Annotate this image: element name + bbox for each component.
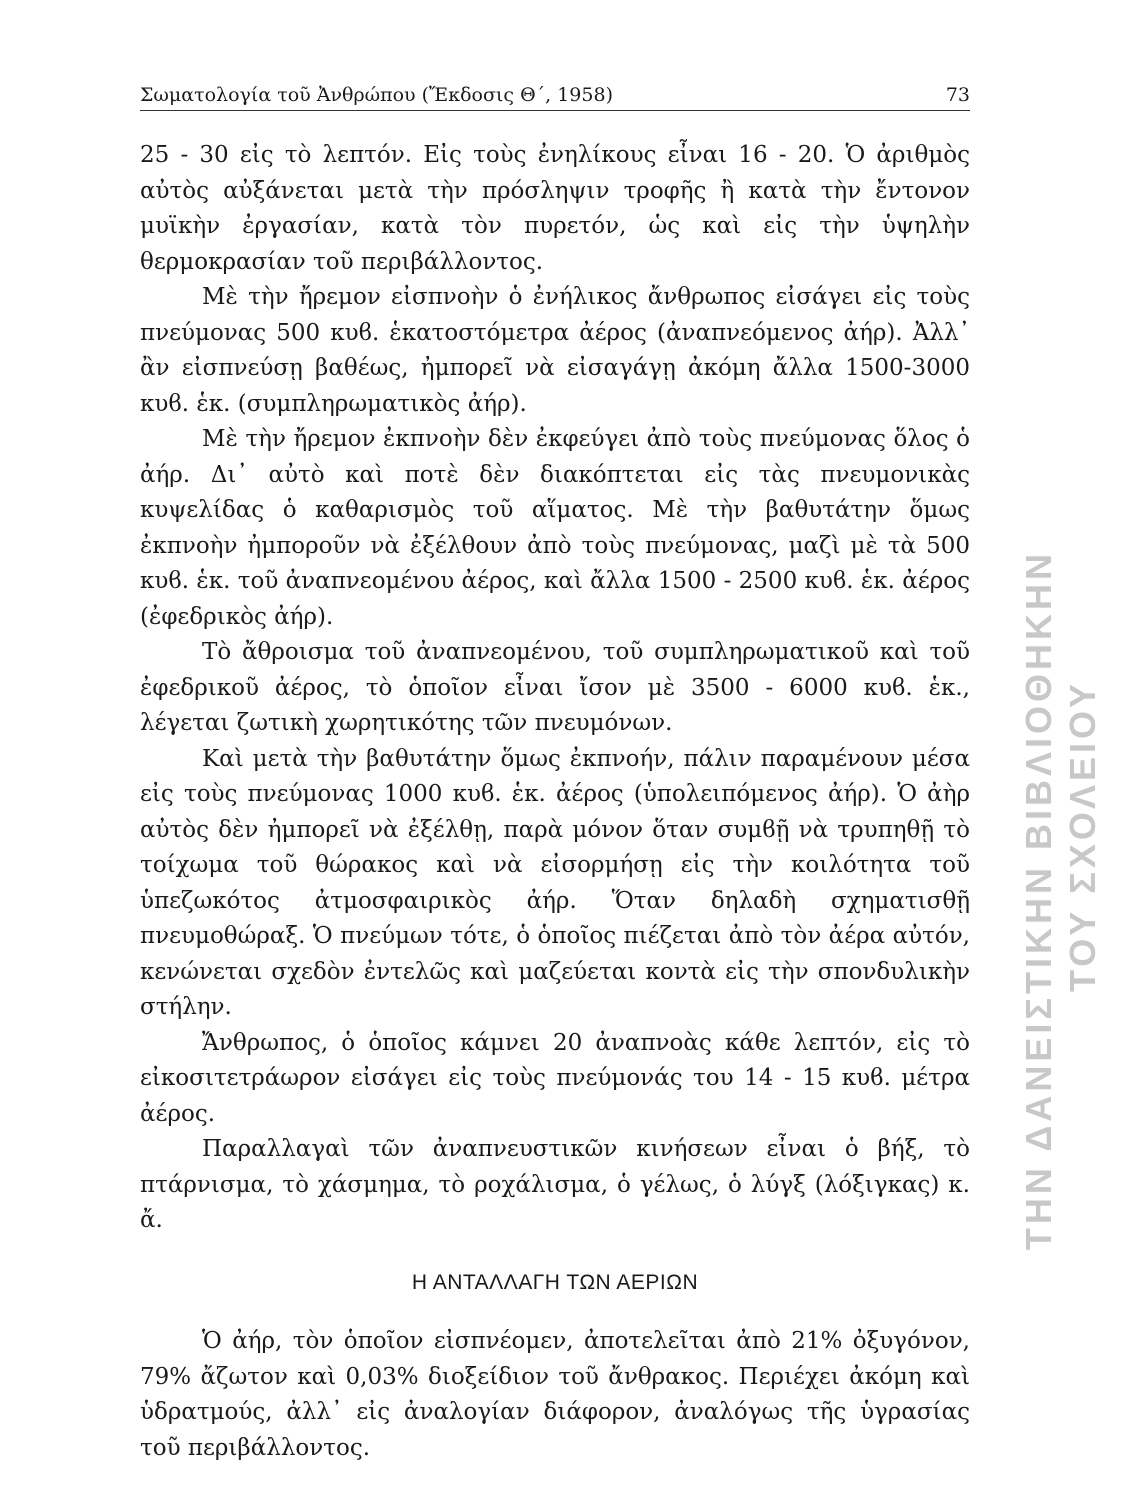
running-header (140, 84, 970, 111)
page-number: 73 (945, 84, 970, 106)
stamp-line-2: ΤΟΥ ΣΧΟΛΕΙΟΥ (1062, 680, 1103, 993)
running-title: Σωματολογία τοῦ Ἀνθρώπου (Ἔκδοσις Θ΄, 1958) (140, 84, 613, 106)
stamp-line-1: ΤΗΝ ΔΑΝΕΙΣΤΙΚΗΝ ΒΙΒΛΙΟΘΗΚΗΝ (1018, 550, 1059, 1251)
paragraph-2: Μὲ τὴν ἤρεμον εἰσπνοὴν ὁ ἐνήλικος ἄνθρωπος εἰσάγει εἰς τοὺς πνεύμονας 500 κυϐ. ἑκατοστόμετρα ἀέρος (ἀναπνεόμενος ἀήρ). Ἀλλ᾽ ἂν εἰσπνεύσῃ βαθέως, ἠμπορεῖ νὰ εἰσαγάγῃ ἀκόμη ἄλλα 1500-3000 κυϐ. ἑκ. (συμπληρωματικὸς ἀήρ). (140, 284, 970, 417)
section-paragraph: Ὁ ἀήρ, τὸν ὁποῖον εἰσπνέομεν, ἀποτελεῖται ἀπὸ 21% ὀξυγόνον, 79% ἄζωτον καὶ 0,03% διοξείδιον τοῦ ἄνθρακος. Περιέχει ἀκόμη καὶ ὑδρατμούς, ἀλλ᾽ εἰς ἀναλογίαν διάφορον, ἀναλόγως τῆς ὑγρασίας τοῦ περιβάλλοντος. (140, 1328, 970, 1461)
paragraph-7: Παραλλαγαὶ τῶν ἀναπνευστικῶν κινήσεων εἶναι ὁ βήξ, τὸ πτάρνισμα, τὸ χάσμημα, τὸ ροχάλισμα, ὁ γέλως, ὁ λύγξ (λόξιγκας) κ. ἄ. (140, 1136, 970, 1233)
paragraph-1: 25 - 30 εἰς τὸ λεπτόν. Εἰς τοὺς ἐνηλίκους εἶναι 16 - 20. Ὁ ἀριθμὸς αὐτὸς αὐξάνεται μετὰ τὴν πρόσληψιν τροφῆς ἢ κατὰ τὴν ἔντονον μυϊκὴν ἐργασίαν, κατὰ τὸν πυρετόν, ὡς καὶ εἰς τὴν ὑψηλὴν θερμοκρασίαν τοῦ περιβάλλοντος. (140, 142, 970, 275)
paragraph-6: Ἄνθρωπος, ὁ ὁποῖος κάμνει 20 ἀναπνοὰς κάθε λεπτόν, εἰς τὸ εἰκοσιτετράωρον εἰσάγει εἰς τοὺς πνεύμονάς του 14 - 15 κυϐ. μέτρα ἀέρος. (140, 1029, 970, 1127)
paragraph-3: Μὲ τὴν ἤρεμον ἐκπνοὴν δὲν ἐκφεύγει ἀπὸ τοὺς πνεύμονας ὅλος ὁ ἀήρ. Δι᾽ αὐτὸ καὶ ποτὲ δὲν διακόπτεται εἰς τὰς πνευμονικὰς κυψελίδας ὁ καθαρισμὸς τοῦ αἵματος. Μὲ τὴν βαθυτάτην ὅμως ἐκπνοὴν ἠμποροῦν νὰ ἐξέλθουν ἀπὸ τοὺς πνεύμονας, μαζὶ μὲ τὰ 500 κυϐ. ἑκ. τοῦ ἀναπνεομένου ἀέρος, καὶ ἄλλα 1500 - 2500 κυϐ. ἑκ. ἀέρος (ἐφεδρικὸς ἀήρ). (140, 426, 970, 630)
library-stamp (1000, 540, 1110, 1251)
paragraph-4: Τὸ ἄθροισμα τοῦ ἀναπνεομένου, τοῦ συμπληρωματικοῦ καὶ τοῦ ἐφεδρικοῦ ἀέρος, τὸ ὁποῖον εἶναι ἴσον μὲ 3500 - 6000 κυϐ. ἑκ., λέγεται ζωτικὴ χωρητικότης τῶν πνευμόνων. (140, 639, 970, 736)
paragraph-5: Καὶ μετὰ τὴν βαθυτάτην ὅμως ἐκπνοήν, πάλιν παραμένουν μέσα εἰς τοὺς πνεύμονας 1000 κυϐ. ἑκ. ἀέρος (ὑπολειπόμενος ἀήρ). Ὁ ἀὴρ αὐτὸς δὲν ἠμπορεῖ νὰ ἐξέλθῃ, παρὰ μόνον ὅταν συμϐῇ νὰ τρυπηθῇ τὸ τοίχωμα τοῦ θώρακος καὶ νὰ εἰσορμήσῃ εἰς τὴν κοιλότητα τοῦ ὑπεζωκότος ἀτμοσφαιρικὸς ἀήρ. Ὅταν δηλαδὴ σχηματισθῇ πνευμοθώραξ. Ὁ πνεύμων τότε, ὁ ὁποῖος πιέζεται ἀπὸ τὸν ἀέρα αὐτόν, κενώνεται σχεδὸν ἐντελῶς καὶ μαζεύεται κοντὰ εἰς τὴν σπονδυλικὴν στήλην. (140, 745, 970, 1020)
body-text (140, 138, 970, 1466)
section-heading: Η ΑΝΤΑΛΛΑΓΗ ΤΩΝ ΑΕΡΙΩΝ (411, 1270, 699, 1294)
